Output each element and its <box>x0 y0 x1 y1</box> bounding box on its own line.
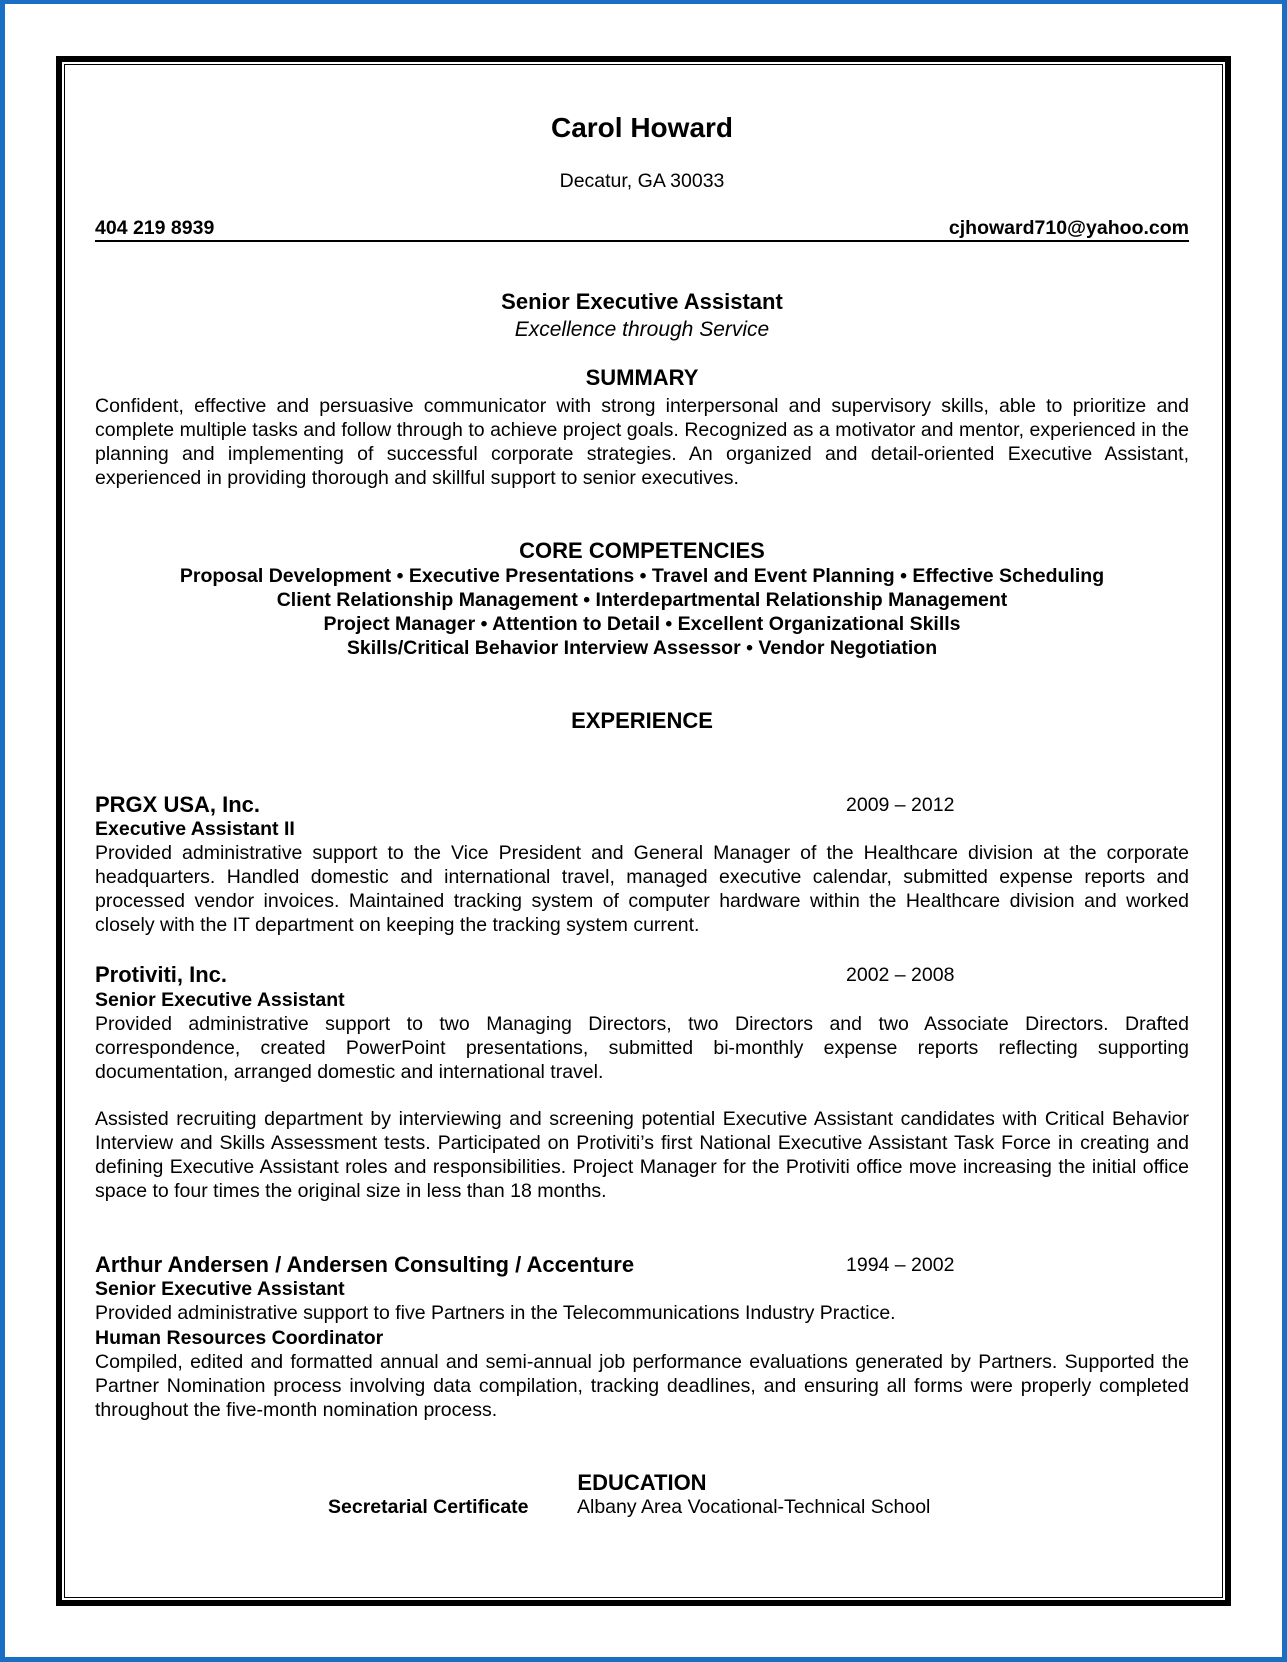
job-role: Executive Assistant II <box>95 818 295 840</box>
company-name: Protiviti, Inc. <box>95 962 228 987</box>
job-description: Provided administrative support to the Vice President and General Manager of the Healthcare division at the corporate headquarters. Handled domestic and international travel, managed executive calendar, submitted expense reports and processed vendor invoices. Maintained tracking system of computer hardware within the Healthcare division and worked closely with the IT department on keeping the tracking system current. <box>95 842 1189 936</box>
job-dates: 2009 – 2012 <box>846 794 955 816</box>
job-description: Provided administrative support to five Partners in the Telecommunications Industry Practice. <box>95 1302 896 1324</box>
summary-text: Confident, effective and persuasive communicator with strong interpersonal and supervisory skills, able to prioritize and complete multiple tasks and follow through to achieve project goals. Recognized as a motivator and mentor, experienced in the planning and implementing of successful corporate strategies. An organized and detail-oriented Executive Assistant, experienced in providing thorough and skillful support to senior executives. <box>95 395 1189 489</box>
summary-heading: SUMMARY <box>585 365 699 390</box>
job-role: Senior Executive Assistant <box>95 1278 345 1300</box>
competency-line: Client Relationship Management • Interdepartmental Relationship Management <box>276 589 1008 611</box>
education-school: Albany Area Vocational-Technical School <box>577 1496 931 1518</box>
headline-tagline: Excellence through Service <box>514 318 770 341</box>
email-link[interactable]: cjhoward710@yahoo.com <box>948 217 1189 239</box>
competency-line: Skills/Critical Behavior Interview Assessor • Vendor Negotiation <box>346 637 938 659</box>
education-degree: Secretarial Certificate <box>328 1496 529 1518</box>
job-dates: 2002 – 2008 <box>846 964 955 986</box>
competencies-heading: CORE COMPETENCIES <box>519 538 765 563</box>
contact-line <box>95 216 1189 242</box>
job-role: Senior Executive Assistant <box>95 989 345 1011</box>
job-dates: 1994 – 2002 <box>846 1254 955 1276</box>
experience-heading: EXPERIENCE <box>571 708 713 733</box>
job-role: Human Resources Coordinator <box>95 1327 384 1349</box>
job-description: Compiled, edited and formatted annual and semi-annual job performance evaluations generated by Partners. Supported the Partner Nomination process involving data compilation, tracking deadlines, and ensuring all forms were properly completed throughout the five-month nomination process. <box>95 1351 1189 1421</box>
education-heading: EDUCATION <box>577 1470 707 1495</box>
phone: 404 219 8939 <box>95 217 215 239</box>
job-description: Provided administrative support to two Managing Directors, two Directors and two Associate Directors. Drafted correspondence, created PowerPoint presentations, submitted bi-monthly expense reports reflecting supporting documentation, arranged domestic and international travel. <box>95 1013 1189 1083</box>
company-name: PRGX USA, Inc. <box>95 792 261 817</box>
competency-line: Project Manager • Attention to Detail • Excellent Organizational Skills <box>323 613 961 635</box>
location: Decatur, GA 30033 <box>559 170 725 192</box>
candidate-name: Carol Howard <box>550 112 734 143</box>
headline-title: Senior Executive Assistant <box>501 289 783 314</box>
company-name: Arthur Andersen / Andersen Consulting / Accenture <box>95 1252 635 1277</box>
competency-line: Proposal Development • Executive Presentations • Travel and Event Planning • Effective Scheduling <box>179 565 1105 587</box>
job-description: Assisted recruiting department by interviewing and screening potential Executive Assistant candidates with Critical Behavior Interview and Skills Assessment tests. Participated on Protiviti’s first National Executive Assistant Task Force in creating and defining Executive Assistant roles and responsibilities. Project Manager for the Protiviti office move increasing the initial office space to four times the original size in less than 18 months. <box>95 1108 1189 1202</box>
